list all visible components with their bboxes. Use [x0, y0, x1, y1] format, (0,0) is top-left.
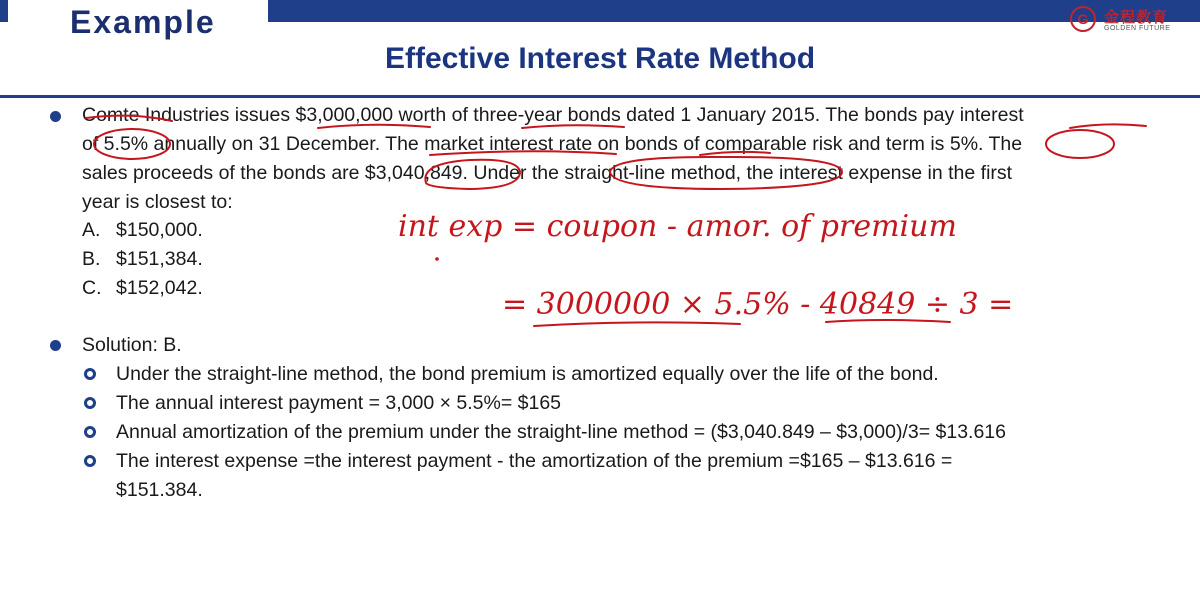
logo-text-cn: 金程教育: [1104, 9, 1169, 26]
sub-bullet-icon: [84, 368, 96, 380]
option-letter: C.: [82, 277, 102, 299]
question-line-4: year is closest to:: [82, 191, 233, 213]
option-b: [82, 245, 203, 274]
solution-bullet-icon: [50, 340, 61, 351]
slide-title: Effective Interest Rate Method: [384, 42, 816, 75]
ink-formula-line-2: = 3000000 × 5.5% - 40849 ÷ 3 =: [502, 287, 1014, 322]
solution-point-3: Annual amortization of the premium under the straight-line method = ($3,040.849 – $3,000)/3= $13.616: [116, 421, 1006, 443]
solution-heading: Solution: B.: [82, 334, 182, 356]
option-c: [82, 274, 203, 303]
sub-bullet-icon: [84, 397, 96, 409]
ink-underline-interest: [1070, 124, 1146, 128]
option-text: $150,000.: [116, 219, 203, 241]
question-line-1: Comte Industries issues $3,000,000 worth of three-year bonds dated 1 January 2015. The bonds pay interest: [82, 104, 1024, 126]
option-letter: B.: [82, 248, 101, 270]
brand-logo: [1070, 6, 1194, 34]
option-text: $151,384.: [116, 248, 203, 270]
ink-dot: [435, 257, 439, 261]
ink-underline-coupon: [534, 322, 740, 326]
question-bullet-icon: [50, 111, 61, 122]
logo-text-en: GOLDEN FUTURE: [1104, 25, 1171, 32]
logo-mark-icon: G: [1070, 6, 1096, 32]
sub-bullet-icon: [84, 455, 96, 467]
question-line-3: sales proceeds of the bonds are $3,040,849. Under the straight-line method, the interest expense in the first: [82, 162, 1013, 184]
ink-underline-premium: [826, 320, 950, 322]
option-letter: A.: [82, 219, 101, 241]
title-divider: [0, 95, 1200, 98]
option-text: $152,042.: [116, 277, 203, 299]
solution-point-1: Under the straight-line method, the bond premium is amortized equally over the life of the bond.: [116, 363, 939, 385]
solution-point-4-cont: $151.384.: [116, 479, 203, 501]
section-label: Example: [70, 4, 216, 40]
ink-circle-market-rate: [1046, 130, 1114, 158]
sub-bullet-icon: [84, 426, 96, 438]
top-accent-bar: [268, 0, 1200, 22]
option-a: [82, 216, 203, 245]
ink-formula-line-1: int exp = coupon - amor. of premium: [398, 209, 957, 244]
solution-point-4: The interest expense =the interest payment - the amortization of the premium =$165 – $13.616 =: [116, 450, 953, 472]
solution-point-2: The annual interest payment = 3,000 × 5.5%= $165: [116, 392, 562, 414]
question-line-2: of 5.5% annually on 31 December. The market interest rate on bonds of comparable risk and term is 5%. The: [82, 133, 1023, 155]
top-accent-bar-left: [0, 0, 8, 22]
